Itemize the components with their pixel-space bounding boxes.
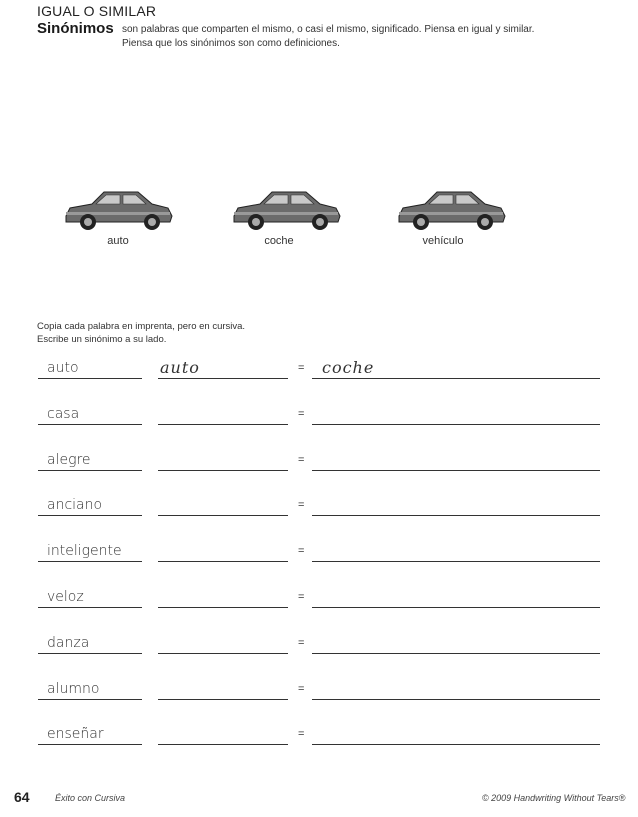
synonym-text: coche [322, 358, 375, 377]
practice-row [0, 623, 638, 667]
practice-row [0, 577, 638, 621]
print-word: auto [47, 360, 79, 376]
print-word: danza [47, 634, 90, 651]
print-word-line [38, 424, 142, 425]
practice-row [0, 394, 638, 438]
print-word: veloz [47, 589, 84, 605]
print-word-line [38, 744, 142, 745]
synonyms-definition-line-2: Piensa que los sinónimos son como definiciones. [122, 38, 340, 49]
print-word-line [38, 699, 142, 700]
equals-sign: = [298, 453, 305, 466]
cursive-copy-text: auto [160, 358, 200, 377]
equals-sign: = [298, 407, 305, 420]
cursive-copy-line[interactable] [158, 744, 288, 745]
page-number: 64 [14, 789, 30, 805]
synonym-line[interactable] [312, 470, 600, 471]
equals-sign: = [298, 682, 305, 695]
print-word-line [38, 607, 142, 608]
cursive-copy-line[interactable] [158, 470, 288, 471]
practice-row [0, 348, 638, 392]
synonym-line[interactable] [312, 378, 600, 379]
synonym-line[interactable] [312, 424, 600, 425]
car-label-coche: coche [264, 235, 294, 247]
car-label-vehiculo: vehículo [422, 235, 464, 247]
synonym-line[interactable] [312, 653, 600, 654]
practice-row [0, 669, 638, 713]
print-word: casa [47, 405, 80, 422]
cursive-copy-line[interactable] [158, 653, 288, 654]
synonym-line[interactable] [312, 607, 600, 608]
car-illustration-2 [228, 186, 346, 232]
cursive-copy-line[interactable] [158, 424, 288, 425]
book-title: Éxito con Cursiva [55, 793, 126, 803]
copyright: © 2009 Handwriting Without Tears® [482, 793, 626, 803]
print-word-line [38, 470, 142, 471]
print-word-line [38, 561, 142, 562]
practice-row [0, 714, 638, 758]
practice-row [0, 531, 638, 575]
equals-sign: = [298, 499, 305, 512]
instructions-line-2: Escribe un sinónimo a su lado. [37, 334, 167, 345]
equals-sign: = [298, 362, 305, 374]
instructions-line-1: Copia cada palabra en imprenta, pero en cursiva. [37, 321, 246, 332]
cursive-copy-line[interactable] [158, 699, 288, 700]
print-word: inteligente [47, 543, 122, 560]
cursive-copy-line[interactable] [158, 561, 288, 562]
print-word-line [38, 378, 142, 379]
print-word-line [38, 653, 142, 654]
print-word: alegre [47, 451, 91, 468]
equals-sign: = [298, 636, 305, 649]
print-word-line [38, 515, 142, 516]
instructions [37, 320, 245, 346]
car-illustration-1 [60, 186, 178, 232]
synonym-line[interactable] [312, 744, 600, 745]
equals-sign: = [298, 545, 305, 558]
synonyms-label: Sinónimos [37, 20, 114, 37]
synonyms-definition [122, 23, 622, 51]
print-word: alumno [47, 680, 100, 697]
print-word: enseñar [47, 726, 104, 743]
equals-sign: = [298, 728, 305, 741]
cursive-copy-line[interactable] [158, 378, 288, 379]
synonym-line[interactable] [312, 515, 600, 516]
car-label-auto: auto [107, 235, 129, 247]
cursive-copy-line[interactable] [158, 607, 288, 608]
synonym-line[interactable] [312, 561, 600, 562]
equals-sign: = [298, 591, 305, 603]
car-illustration-3 [393, 186, 511, 232]
print-word: anciano [47, 497, 103, 514]
practice-row [0, 440, 638, 484]
cursive-copy-line[interactable] [158, 515, 288, 516]
synonyms-definition-line-1: son palabras que comparten el mismo, o casi el mismo, significado. Piensa en igual y similar. [122, 24, 535, 35]
practice-row [0, 485, 638, 529]
synonym-line[interactable] [312, 699, 600, 700]
page-title: IGUAL O SIMILAR [37, 3, 157, 19]
